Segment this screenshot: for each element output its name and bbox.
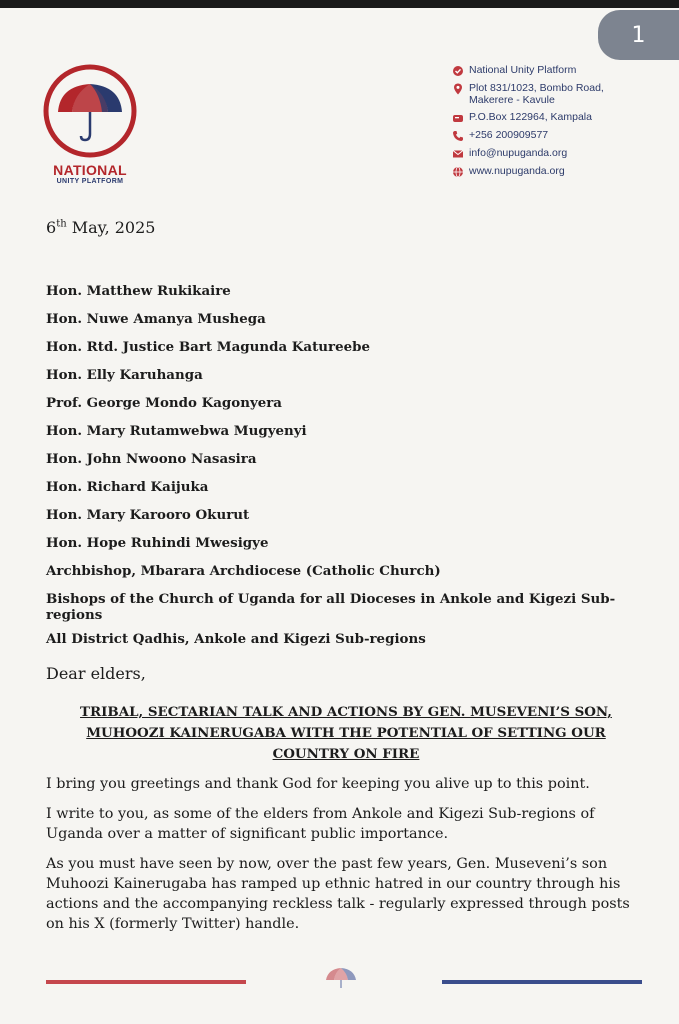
top-bar bbox=[0, 0, 679, 8]
recipient-item: Hon. Hope Ruhindi Mwesigye bbox=[46, 535, 269, 551]
nup-logo bbox=[40, 64, 148, 189]
globe-icon bbox=[452, 166, 464, 178]
contact-pobox: P.O.Box 122964, Kampala bbox=[452, 111, 672, 124]
footer-blue-line bbox=[442, 980, 642, 984]
contact-email: info@nupuganda.org bbox=[452, 147, 672, 160]
contact-website: www.nupuganda.org bbox=[452, 165, 672, 178]
contact-block bbox=[452, 64, 672, 183]
location-pin-icon bbox=[452, 83, 464, 95]
logo-subtitle: UNITY PLATFORM bbox=[56, 178, 124, 185]
recipient-item: Hon. Nuwe Amanya Mushega bbox=[46, 311, 266, 327]
recipient-item: Hon. Matthew Rukikaire bbox=[46, 283, 231, 299]
salutation: Dear elders, bbox=[46, 664, 146, 683]
recipient-item: Archbishop, Mbarara Archdiocese (Catholic Church) bbox=[46, 563, 441, 579]
letter-date: 6th May, 2025 bbox=[46, 218, 156, 237]
envelope-icon bbox=[452, 148, 464, 160]
letter-subject: TRIBAL, SECTARIAN TALK AND ACTIONS BY GEN. MUSEVENI’S SON, MUHOOZI KAINERUGABA WITH THE POTENTIAL OF SETTING OUR COUNTRY ON FIRE bbox=[80, 704, 612, 762]
phone-icon bbox=[452, 130, 464, 142]
footer-umbrella-icon bbox=[324, 966, 358, 992]
check-badge-icon bbox=[452, 65, 464, 77]
body-paragraph: As you must have seen by now, over the past few years, Gen. Museveni’s son Muhoozi Kainerugaba has ramped up ethnic hatred in our country through his actions and the accompanying reckless talk - regularly expressed through posts on his X (formerly Twitter) handle. bbox=[46, 856, 630, 932]
mailbox-icon bbox=[452, 112, 464, 124]
letter-body bbox=[46, 774, 646, 944]
footer-red-line bbox=[46, 980, 246, 984]
contact-org: National Unity Platform bbox=[452, 64, 672, 77]
recipients-list bbox=[46, 283, 646, 659]
umbrella-icon bbox=[40, 64, 140, 160]
recipient-item: Prof. George Mondo Kagonyera bbox=[46, 395, 282, 411]
contact-phone: +256 200909577 bbox=[452, 129, 672, 142]
recipient-item: Bishops of the Church of Uganda for all Dioceses in Ankole and Kigezi Sub-regions bbox=[46, 591, 616, 623]
recipient-item: Hon. Richard Kaijuka bbox=[46, 479, 209, 495]
body-paragraph: I bring you greetings and thank God for keeping you alive up to this point. bbox=[46, 776, 590, 792]
recipient-item: Hon. John Nwoono Nasasira bbox=[46, 451, 257, 467]
recipient-item: Hon. Mary Karooro Okurut bbox=[46, 507, 250, 523]
body-paragraph: I write to you, as some of the elders from Ankole and Kigezi Sub-regions of Uganda over a matter of significant public importance. bbox=[46, 806, 595, 842]
recipient-item: Hon. Elly Karuhanga bbox=[46, 367, 203, 383]
page-number-badge: 1 bbox=[598, 10, 679, 60]
logo-title: NATIONAL bbox=[53, 162, 127, 178]
contact-address: Plot 831/1023, Bombo Road, Makerere - Kavule bbox=[452, 82, 672, 106]
recipient-item: Hon. Rtd. Justice Bart Magunda Katureebe bbox=[46, 339, 371, 355]
recipient-item: Hon. Mary Rutamwebwa Mugyenyi bbox=[46, 423, 307, 439]
recipient-item: All District Qadhis, Ankole and Kigezi Sub-regions bbox=[46, 631, 426, 647]
